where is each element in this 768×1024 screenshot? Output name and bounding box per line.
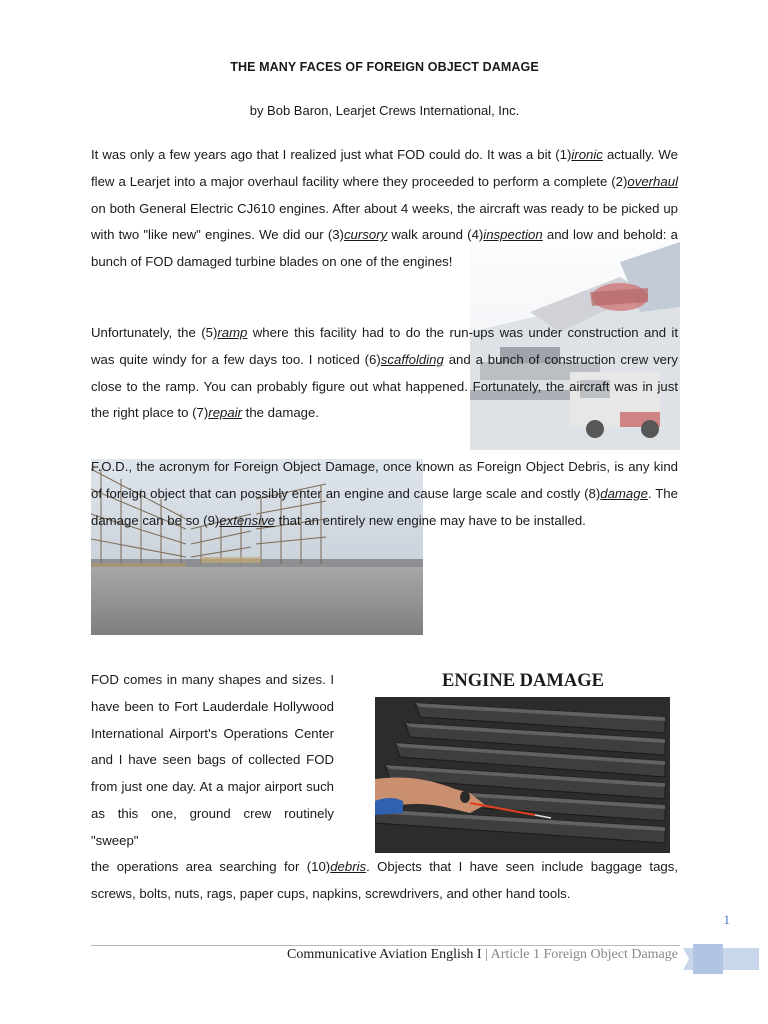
article-title: THE MANY FACES OF FOREIGN OBJECT DAMAGE	[230, 60, 539, 74]
paragraph-4	[91, 667, 334, 855]
paragraph-text: actually. We flew a Learjet into a major overhaul facility where they proceeded to perform a complete (2)	[91, 147, 678, 189]
page-number: 1	[723, 912, 730, 927]
paragraph-text: that an entirely new engine may have to be installed.	[275, 512, 586, 528]
vocabulary-term: overhaul	[627, 173, 678, 189]
vocabulary-term: cursory	[343, 227, 388, 243]
paragraph-1	[91, 142, 678, 276]
engine-damage-figure	[365, 666, 681, 854]
vocabulary-term: scaffolding	[380, 351, 444, 367]
footer-separator: |	[485, 947, 488, 962]
vocabulary-term: inspection	[483, 227, 543, 243]
footer-article: Article 1 Foreign Object Damage	[490, 947, 678, 962]
footer-divider	[91, 945, 680, 946]
engine-damage-caption: ENGINE DAMAGE	[442, 671, 604, 691]
paragraph-text: the damage.	[242, 405, 319, 421]
engine-blades-photo	[375, 697, 670, 853]
footer-tab-decoration	[683, 944, 759, 974]
footer-course: Communicative Aviation English I	[287, 947, 482, 962]
vocabulary-term: ramp	[217, 325, 248, 340]
vocabulary-term: ironic	[571, 147, 603, 162]
paragraph-text: . The damage can be so (9)	[91, 485, 678, 528]
paragraph-text: where this facility had to do the run-ups was under construction and it was quite windy for a few days too. I noticed (6)	[91, 325, 678, 367]
paragraph-text: F.O.D., the acronym for Foreign Object Damage, once known as Foreign Object Debris, is any kind of foreign object that can possibly enter an engine and cause large scale and costly (8)	[91, 459, 678, 501]
vocabulary-term: extensive	[219, 512, 276, 528]
paragraph-text: . Objects that I have seen include baggage tags, screws, bolts, nuts, rags, paper cups, napkins, screwdrivers, and other hand tools.	[91, 859, 679, 901]
paragraph-text: on both General Electric CJ610 engines. After about 4 weeks, the aircraft was ready to be picked up with two "like new" engines. We did our (3)	[91, 200, 678, 243]
paragraph-3	[91, 454, 678, 534]
paragraph-text: FOD comes in many shapes and sizes. I have been to Fort Lauderdale Hollywood International Airport's Operations Center and I have seen bags of collected FOD from just one day. At a major airport such as this one, ground crew routinely "sweep"	[91, 672, 334, 848]
vocabulary-term: debris	[330, 859, 367, 874]
paragraph-2	[91, 320, 678, 427]
paragraph-text: Unfortunately, the (5)	[91, 325, 218, 340]
article-byline: by Bob Baron, Learjet Crews International, Inc.	[249, 103, 520, 118]
paragraph-5	[91, 854, 678, 908]
vocabulary-term: repair	[208, 405, 243, 421]
footer-caption	[287, 947, 678, 963]
paragraph-text: walk around (4)	[387, 227, 484, 243]
paragraph-text: It was only a few years ago that I realized just what FOD could do. It was a bit (1)	[91, 147, 572, 162]
paragraph-text: and a bunch of construction crew very close to the ramp. You can probably figure out what happened. Fortunately, the aircraft was in just the right place to (7)	[91, 351, 678, 421]
vocabulary-term: damage	[600, 485, 648, 501]
paragraph-text: the operations area searching for (10)	[91, 859, 331, 874]
paragraph-text: and low and behold: a bunch of FOD damaged turbine blades on one of the engines!	[91, 227, 678, 270]
